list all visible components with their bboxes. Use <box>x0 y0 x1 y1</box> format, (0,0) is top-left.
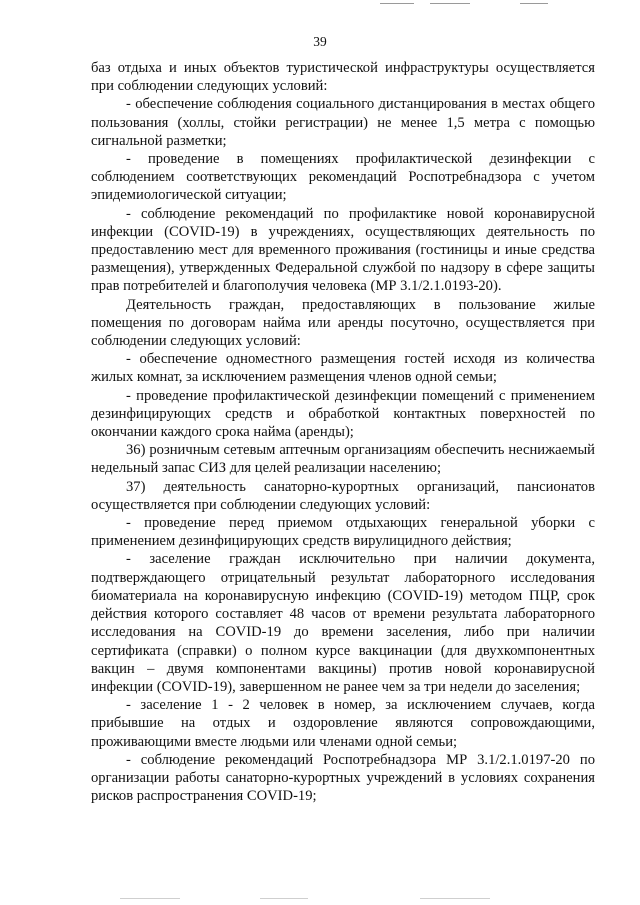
paragraph: - проведение профилактической дезинфекции помещений с применением дезинфицирующих средств и обработкой контактных поверхностей по окончании каждого срока найма (аренды); <box>91 387 595 441</box>
paragraph: Деятельность граждан, предоставляющих в пользование жилые помещения по договорам найма или аренды посуточно, осуществляется при соблюдении следующих условий: <box>91 296 595 350</box>
paragraph: - обеспечение одноместного размещения гостей исходя из количества жилых комнат, за исключением размещения членов одной семьи; <box>91 351 595 386</box>
page-number: 39 <box>313 34 327 49</box>
scan-artifact <box>380 3 414 4</box>
paragraph: - соблюдение рекомендаций Роспотребнадзора МР 3.1/2.1.0197-20 по организации работы санаторно-курортных учреждений в условиях сохранения рисков распространения COVID-19; <box>91 751 595 805</box>
scan-artifact <box>520 3 548 4</box>
document-body <box>91 59 595 805</box>
scan-artifact <box>420 898 490 899</box>
paragraph: - проведение перед приемом отдыхающих генеральной уборки с применением дезинфицирующих средств вирулицидного действия; <box>91 515 595 550</box>
scan-artifact <box>120 898 180 899</box>
paragraph: баз отдыха и иных объектов туристической инфраструктуры осуществляется при соблюдении следующих условий: <box>91 60 595 95</box>
scan-artifact <box>430 3 470 4</box>
paragraph: - соблюдение рекомендаций по профилактике новой коронавирусной инфекции (COVID-19) в учреждениях, осуществляющих деятельность по предоставлению мест для временного проживания (гостиницы и иные средства размещения), утвержденных Федеральной службой по надзору в сфере защиты прав потребителей и благополучия человека (МР 3.1/2.1.0193-20). <box>91 205 595 295</box>
paragraph: - заселение 1 - 2 человек в номер, за исключением случаев, когда прибывшие на отдых и оздоровление являются сопровождающими, проживающими вместе людьми или членами одной семьи; <box>91 697 595 750</box>
scan-artifact <box>260 898 308 899</box>
paragraph: - проведение в помещениях профилактической дезинфекции с соблюдением соответствующих рекомендаций Роспотребнадзора с учетом эпидемиологической ситуации; <box>91 151 595 204</box>
paragraph: - обеспечение соблюдения социального дистанцирования в местах общего пользования (холлы, стойки регистрации) не менее 1,5 метра с помощью сигнальной разметки; <box>91 96 595 149</box>
paragraph: - заселение граждан исключительно при наличии документа, подтверждающего отрицательный результат лабораторного исследования биоматериала на коронавирусную инфекцию (COVID-19) методом ПЦР, срок действия которого составляет 48 часов от времени результата лабораторного исследования на COVID-19 до времени заселения, либо при наличии сертификата (справки) о полном курсе вакцинации (для двухкомпонентных вакцин – двумя компонентами вакцины) против новой коронавирусной инфекции (COVID-19), завершенном не ранее чем за три недели до заселения; <box>91 551 595 695</box>
paragraph: 37) деятельность санаторно-курортных организаций, пансионатов осуществляется при соблюдении следующих условий: <box>91 478 595 513</box>
paragraph: 36) розничным сетевым аптечным организациям обеспечить неснижаемый недельный запас СИЗ для целей реализации населению; <box>91 442 595 477</box>
